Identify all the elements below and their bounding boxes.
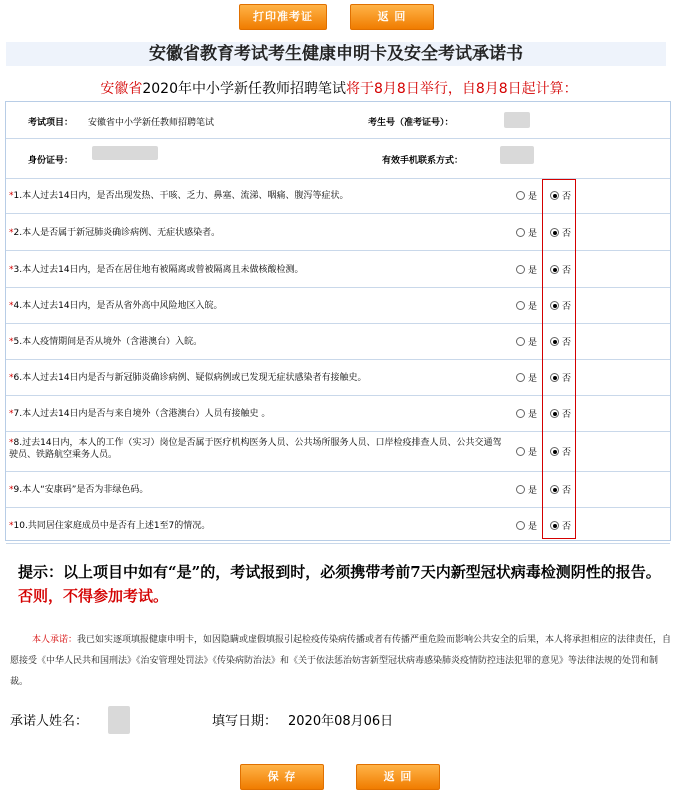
question-text [9, 190, 504, 202]
question-label: 10.共同居住家庭成员中是否有上述1至7的情况。 [13, 521, 211, 531]
subtitle-exam: 2020年中小学新任教师招聘笔试 [142, 81, 346, 97]
radio-label: 否 [562, 410, 572, 420]
tip-main: 提示：以上项目中如有“是”的，考试报到时，必须携带考前7天内新型冠状病毒检测阴性的报告。 [18, 563, 661, 581]
print-admission-button[interactable]: 打印准考证 [239, 4, 327, 30]
radio-label: 否 [562, 192, 572, 202]
radio-label: 是 [528, 229, 538, 239]
radio-yes-icon[interactable] [516, 265, 525, 274]
required-star: * [9, 438, 14, 448]
radio-label: 否 [562, 302, 572, 312]
radio-option-yes[interactable] [516, 371, 537, 384]
pledge-body: 我已如实逐项填报健康申明卡，如因隐瞒或虚假填报引起检疫传染病传播或者有传播严重危险而影响公共安全的后果，本人将承担相应的法律责任，自愿接受《中华人民共和国刑法》《治安管理处罚法》《传染病防治法》和《关于依法惩治妨害新型冠状病毒感染肺炎疫情防控违法犯罪的意见》等法律法规的处罚和制裁。 [10, 635, 672, 687]
required-star: * [9, 337, 14, 347]
info-row-project [6, 102, 670, 139]
required-star: * [9, 265, 14, 275]
radio-label: 是 [528, 448, 538, 458]
radio-label: 是 [528, 266, 538, 276]
required-star: * [9, 228, 14, 238]
required-star: * [9, 485, 14, 495]
question-label: 1.本人过去14日内，是否出现发热、干咳、乏力、鼻塞、流涕、咽痛、腹泻等症状。 [13, 191, 349, 201]
back-button-bottom[interactable]: 返 回 [356, 764, 440, 790]
tip-text [18, 560, 668, 608]
radio-yes-icon[interactable] [516, 228, 525, 237]
tip-warning: 否则，不得参加考试。 [18, 587, 169, 605]
info-row-id [6, 138, 670, 179]
no-answers-highlight [542, 179, 576, 539]
question-label: 2.本人是否属于新冠肺炎确诊病例、无症状感染者。 [13, 228, 221, 238]
radio-yes-icon[interactable] [516, 409, 525, 418]
radio-label: 是 [528, 302, 538, 312]
page-title: 安徽省教育考试考生健康申明卡及安全考试承诺书 [6, 42, 666, 66]
radio-label: 是 [528, 486, 538, 496]
question-label: 9.本人“安康码”是否为非绿色码。 [13, 485, 149, 495]
question-label: 5.本人疫情期间是否从境外（含港澳台）入皖。 [13, 337, 203, 347]
radio-yes-icon[interactable] [516, 521, 525, 530]
signer-name-label: 承诺人姓名： [10, 714, 89, 729]
radio-label: 否 [562, 229, 572, 239]
subtitle-province: 安徽省 [100, 81, 143, 97]
radio-option-yes[interactable] [516, 263, 537, 276]
signer-name-redacted[interactable] [108, 706, 130, 734]
back-button-top[interactable]: 返 回 [350, 4, 434, 30]
exam-no-label: 考生号（准考证号）： [368, 118, 454, 128]
question-text [9, 520, 504, 532]
date-label: 填写日期： [212, 714, 278, 729]
radio-label: 是 [528, 410, 538, 420]
radio-option-yes[interactable] [516, 407, 537, 420]
radio-option-yes[interactable] [516, 335, 537, 348]
question-text [9, 336, 504, 348]
question-text [9, 300, 504, 312]
question-text [9, 408, 504, 420]
radio-yes-icon[interactable] [516, 373, 525, 382]
phone-value-redacted [500, 146, 534, 164]
radio-yes-icon[interactable] [516, 337, 525, 346]
radio-option-yes[interactable] [516, 299, 537, 312]
radio-label: 否 [562, 522, 572, 532]
question-text [9, 264, 504, 276]
subtitle-date: 将于8月8日举行，自8月8日起计算： [346, 81, 578, 97]
required-star: * [9, 191, 14, 201]
question-label: 6.本人过去14日内是否与新冠肺炎确诊病例、疑似病例或已发现无症状感染者有接触史。 [13, 373, 367, 383]
question-label: 3.本人过去14日内，是否在居住地有被隔离或曾被隔离且未做核酸检测。 [13, 265, 304, 275]
question-label: 8.过去14日内，本人的工作（实习）岗位是否属于医疗机构医务人员、公共场所服务人员、口岸检疫排查人员、公共交通驾驶员、铁路航空乘务人员。 [9, 438, 502, 460]
radio-label: 否 [562, 338, 572, 348]
save-button[interactable]: 保 存 [240, 764, 324, 790]
project-label: 考试项目： [28, 118, 74, 128]
question-label: 4.本人过去14日内，是否从省外高中风险地区入皖。 [13, 301, 223, 311]
date-value: 2020年08月06日 [288, 714, 394, 729]
exam-subtitle [0, 78, 678, 98]
radio-yes-icon[interactable] [516, 485, 525, 494]
radio-label: 是 [528, 338, 538, 348]
radio-yes-icon[interactable] [516, 447, 525, 456]
radio-label: 否 [562, 486, 572, 496]
id-value-redacted [92, 146, 158, 160]
radio-yes-icon[interactable] [516, 191, 525, 200]
radio-option-yes[interactable] [516, 519, 537, 532]
id-label: 身份证号： [28, 156, 74, 166]
radio-option-yes[interactable] [516, 445, 537, 458]
project-value: 安徽省中小学新任教师招聘笔试 [88, 118, 215, 128]
radio-label: 是 [528, 192, 538, 202]
pledge-label: 本人承诺： [32, 635, 78, 645]
required-star: * [9, 521, 14, 531]
pledge-text [10, 630, 672, 693]
required-star: * [9, 301, 14, 311]
required-star: * [9, 373, 14, 383]
radio-label: 是 [528, 374, 538, 384]
question-text [9, 437, 504, 461]
phone-label: 有效手机联系方式： [382, 156, 464, 166]
required-star: * [9, 409, 14, 419]
radio-yes-icon[interactable] [516, 301, 525, 310]
radio-label: 否 [562, 266, 572, 276]
radio-label: 否 [562, 374, 572, 384]
radio-label: 是 [528, 522, 538, 532]
question-text [9, 227, 504, 239]
radio-option-yes[interactable] [516, 483, 537, 496]
radio-option-yes[interactable] [516, 189, 537, 202]
radio-option-yes[interactable] [516, 226, 537, 239]
exam-no-value-redacted [504, 112, 530, 128]
radio-label: 否 [562, 448, 572, 458]
question-text [9, 484, 504, 496]
question-label: 7.本人过去14日内是否与来自境外（含港澳台）人员有接触史 。 [13, 409, 271, 419]
question-text [9, 372, 504, 384]
